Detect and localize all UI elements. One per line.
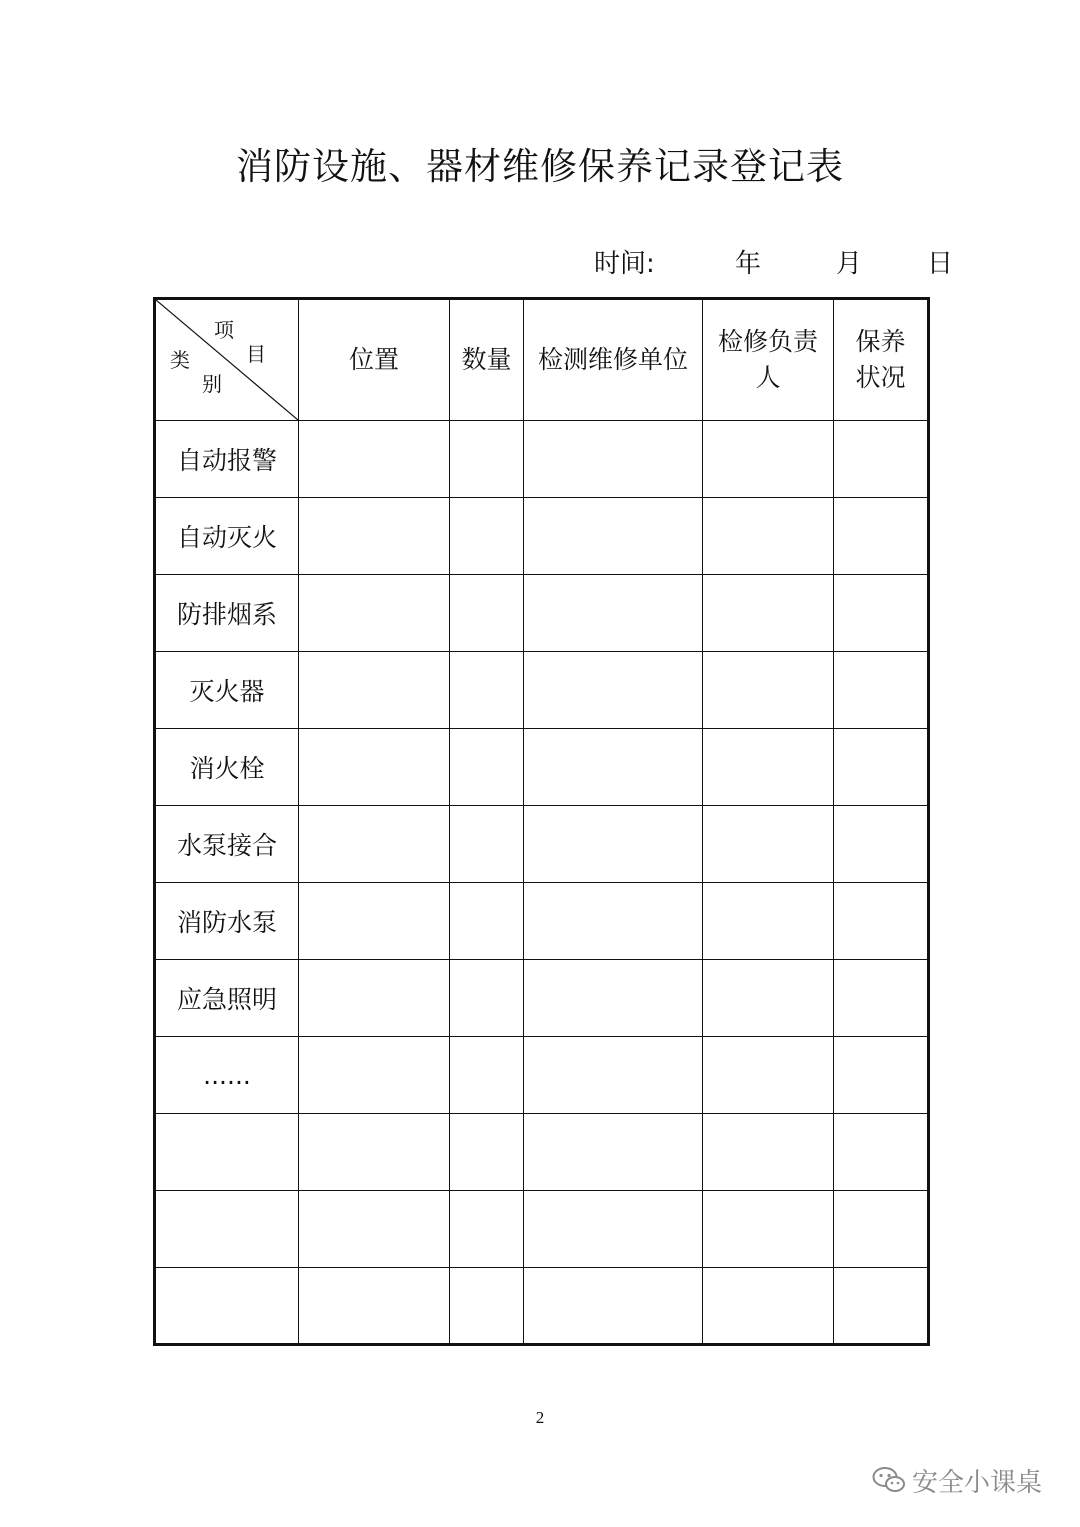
date-label: 时间: — [594, 249, 655, 279]
blank-entry-cell[interactable] — [299, 498, 450, 575]
blank-entry-cell[interactable] — [299, 1268, 450, 1345]
blank-entry-cell[interactable] — [524, 729, 703, 806]
month-label: 月 — [836, 249, 863, 279]
blank-entry-cell[interactable] — [299, 960, 450, 1037]
row-category-cell: 自动灭火 — [155, 498, 299, 575]
table-row — [155, 1114, 929, 1191]
blank-entry-cell[interactable] — [834, 498, 929, 575]
blank-entry-cell[interactable] — [703, 1114, 834, 1191]
table-row — [155, 652, 929, 729]
blank-entry-cell[interactable] — [450, 883, 524, 960]
blank-entry-cell[interactable] — [703, 883, 834, 960]
blank-entry-cell[interactable] — [834, 806, 929, 883]
blank-entry-cell[interactable] — [450, 729, 524, 806]
row-category-cell — [155, 1114, 299, 1191]
blank-entry-cell[interactable] — [299, 575, 450, 652]
table-row — [155, 1037, 929, 1114]
blank-entry-cell[interactable] — [703, 421, 834, 498]
blank-entry-cell[interactable] — [450, 960, 524, 1037]
blank-entry-cell[interactable] — [703, 1037, 834, 1114]
blank-entry-cell[interactable] — [299, 1191, 450, 1268]
blank-entry-cell[interactable] — [834, 1114, 929, 1191]
header-person-in-charge: 检修负责人 — [703, 299, 834, 421]
table-row — [155, 1268, 929, 1345]
blank-entry-cell[interactable] — [299, 652, 450, 729]
blank-entry-cell[interactable] — [834, 1037, 929, 1114]
blank-entry-cell[interactable] — [299, 1114, 450, 1191]
page-number: 2 — [535, 1408, 545, 1427]
blank-entry-cell[interactable] — [524, 1191, 703, 1268]
blank-entry-cell[interactable] — [524, 575, 703, 652]
blank-entry-cell[interactable] — [524, 1114, 703, 1191]
blank-entry-cell[interactable] — [834, 883, 929, 960]
blank-entry-cell[interactable] — [524, 1037, 703, 1114]
row-category-cell: 防排烟系 — [155, 575, 299, 652]
blank-entry-cell[interactable] — [299, 1037, 450, 1114]
blank-entry-cell[interactable] — [703, 1191, 834, 1268]
document-title: 消防设施、器材维修保养记录登记表 — [236, 145, 844, 188]
table-row — [155, 806, 929, 883]
table-row — [155, 729, 929, 806]
header-quantity: 数量 — [450, 299, 524, 421]
blank-entry-cell[interactable] — [299, 806, 450, 883]
year-label: 年 — [735, 249, 762, 279]
row-category-cell: 自动报警 — [155, 421, 299, 498]
corner-header-cell — [155, 299, 299, 421]
blank-entry-cell[interactable] — [703, 960, 834, 1037]
row-category-cell: ...... — [155, 1037, 299, 1114]
blank-entry-cell[interactable] — [703, 729, 834, 806]
blank-entry-cell[interactable] — [703, 806, 834, 883]
row-category-cell: 水泵接合 — [155, 806, 299, 883]
table-row — [155, 883, 929, 960]
row-category-cell — [155, 1268, 299, 1345]
blank-entry-cell[interactable] — [450, 806, 524, 883]
blank-entry-cell[interactable] — [450, 1037, 524, 1114]
blank-entry-cell[interactable] — [450, 1191, 524, 1268]
blank-entry-cell[interactable] — [703, 652, 834, 729]
watermark-text: 安全小课桌 — [912, 1467, 1043, 1498]
table-row — [155, 1191, 929, 1268]
blank-entry-cell[interactable] — [834, 575, 929, 652]
corner-category-char2: 别 — [202, 372, 222, 396]
blank-entry-cell[interactable] — [524, 806, 703, 883]
blank-entry-cell[interactable] — [834, 421, 929, 498]
header-maintenance-status: 保养状况 — [834, 299, 929, 421]
blank-entry-cell[interactable] — [299, 729, 450, 806]
blank-entry-cell[interactable] — [834, 960, 929, 1037]
row-category-cell: 灭火器 — [155, 652, 299, 729]
blank-entry-cell[interactable] — [524, 498, 703, 575]
header-location: 位置 — [299, 299, 450, 421]
blank-entry-cell[interactable] — [450, 652, 524, 729]
blank-entry-cell[interactable] — [524, 883, 703, 960]
blank-entry-cell[interactable] — [450, 1268, 524, 1345]
table-row — [155, 421, 929, 498]
row-category-cell: 消防水泵 — [155, 883, 299, 960]
watermark — [872, 1458, 1042, 1502]
blank-entry-cell[interactable] — [524, 960, 703, 1037]
blank-entry-cell[interactable] — [524, 652, 703, 729]
blank-entry-cell[interactable] — [524, 1268, 703, 1345]
blank-entry-cell[interactable] — [703, 575, 834, 652]
table-row — [155, 498, 929, 575]
blank-entry-cell[interactable] — [834, 1191, 929, 1268]
header-row — [155, 299, 929, 421]
row-category-cell — [155, 1191, 299, 1268]
blank-entry-cell[interactable] — [299, 883, 450, 960]
wechat-icon — [872, 1466, 906, 1494]
blank-entry-cell[interactable] — [450, 1114, 524, 1191]
day-label: 日 — [927, 249, 954, 279]
row-category-cell: 应急照明 — [155, 960, 299, 1037]
blank-entry-cell[interactable] — [703, 1268, 834, 1345]
table-row — [155, 960, 929, 1037]
maintenance-record-table — [153, 297, 930, 1346]
blank-entry-cell[interactable] — [299, 421, 450, 498]
blank-entry-cell[interactable] — [834, 729, 929, 806]
corner-category-char1: 类 — [170, 348, 190, 372]
blank-entry-cell[interactable] — [524, 421, 703, 498]
row-category-cell: 消火栓 — [155, 729, 299, 806]
blank-entry-cell[interactable] — [834, 652, 929, 729]
table-row — [155, 575, 929, 652]
corner-item-char1: 项 — [214, 318, 234, 342]
blank-entry-cell[interactable] — [703, 498, 834, 575]
header-maintenance-unit: 检测维修单位 — [524, 299, 703, 421]
blank-entry-cell[interactable] — [450, 498, 524, 575]
blank-entry-cell[interactable] — [450, 421, 524, 498]
blank-entry-cell[interactable] — [834, 1268, 929, 1345]
blank-entry-cell[interactable] — [450, 575, 524, 652]
date-line — [0, 244, 1080, 284]
corner-item-char2: 目 — [246, 342, 266, 366]
